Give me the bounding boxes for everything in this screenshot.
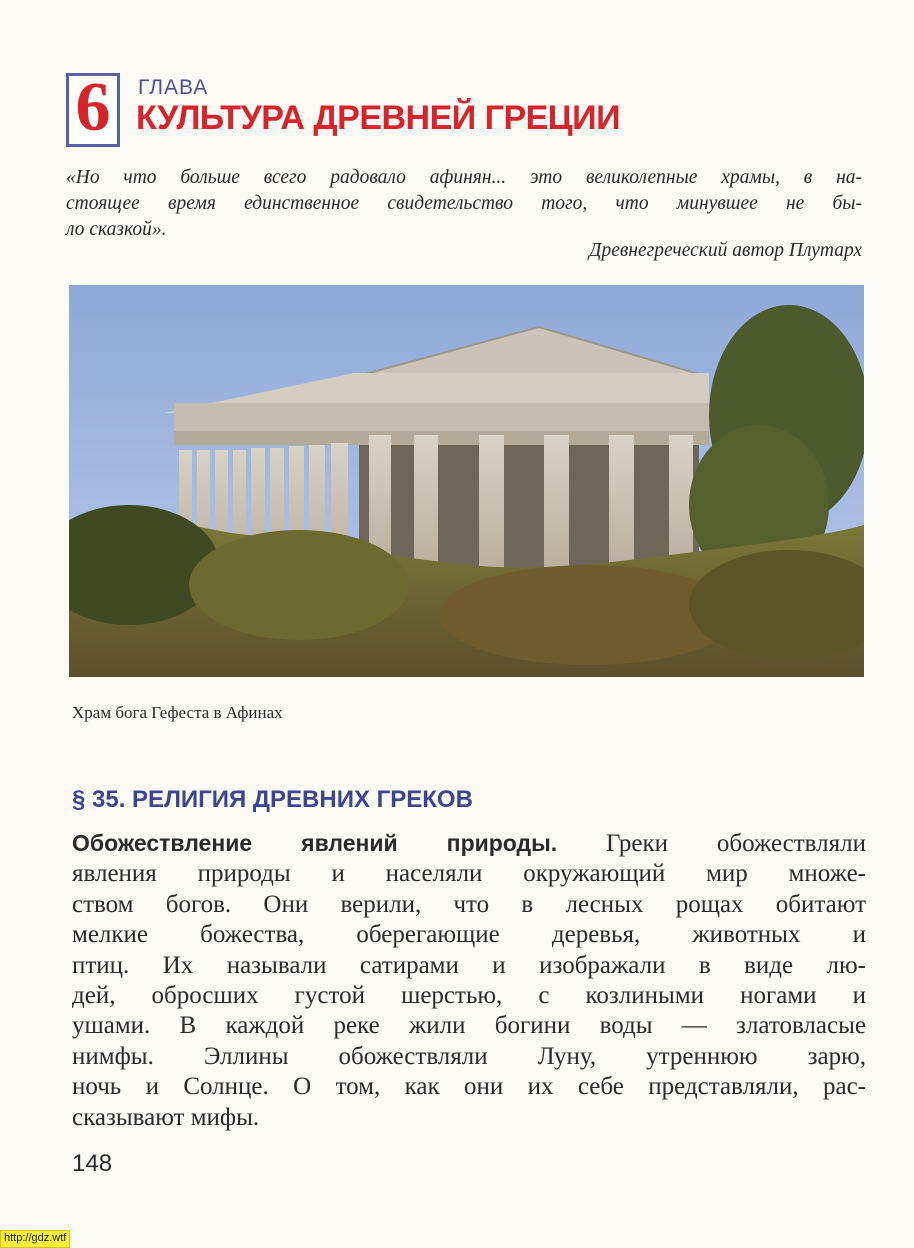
epigraph-author: Древнегреческий автор Плутарх: [589, 240, 862, 261]
epigraph: [66, 165, 862, 243]
watermark-link[interactable]: http://gdz.wtf: [0, 1230, 70, 1248]
body-line: дей, обросших густой шерстью, с козлиными ногами и: [72, 982, 866, 1010]
epigraph-line: «Но что больше всего радовало афинян... это великолепные храмы, в на-: [66, 167, 862, 188]
section-title: § 35. РЕЛИГИЯ ДРЕВНИХ ГРЕКОВ: [72, 786, 473, 813]
body-line: [72, 828, 866, 859]
body-line: ством богов. Они верили, что в лесных рощах обитают: [72, 890, 866, 918]
temple-photo: [69, 285, 864, 677]
body-line: ночь и Солнце. О том, как они их себе представляли, рас-: [72, 1073, 866, 1101]
paragraph-lead: Обожествление явлений природы.: [72, 830, 558, 856]
body-line-text: Греки обожествляли: [557, 830, 866, 857]
body-line: нимфы. Эллины обожествляли Луну, утреннюю зарю,: [72, 1042, 866, 1070]
chapter-label: ГЛАВА: [138, 76, 209, 99]
chapter-title: КУЛЬТУРА ДРЕВНЕЙ ГРЕЦИИ: [136, 99, 621, 137]
body-line: ушами. В каждой реке жили богини воды — златовласые: [72, 1012, 866, 1040]
chapter-number: 6: [75, 69, 111, 146]
body-line: птиц. Их называли сатирами и изображали в виде лю-: [72, 951, 866, 979]
body-line: сказывают мифы.: [72, 1103, 260, 1131]
page-number: 148: [72, 1150, 113, 1177]
figure-caption: Храм бога Гефеста в Афинах: [72, 703, 283, 722]
body-line: явления природы и населяли окружающий мир множе-: [72, 860, 866, 888]
epigraph-line: стоящее время единственное свидетельство того, что минувшее не бы-: [66, 193, 862, 214]
chapter-number-box: [66, 69, 120, 147]
epigraph-line: ло сказкой».: [66, 219, 167, 240]
body-line: мелкие божества, оберегающие деревья, животных и: [72, 921, 866, 949]
section-body: [72, 828, 866, 1133]
